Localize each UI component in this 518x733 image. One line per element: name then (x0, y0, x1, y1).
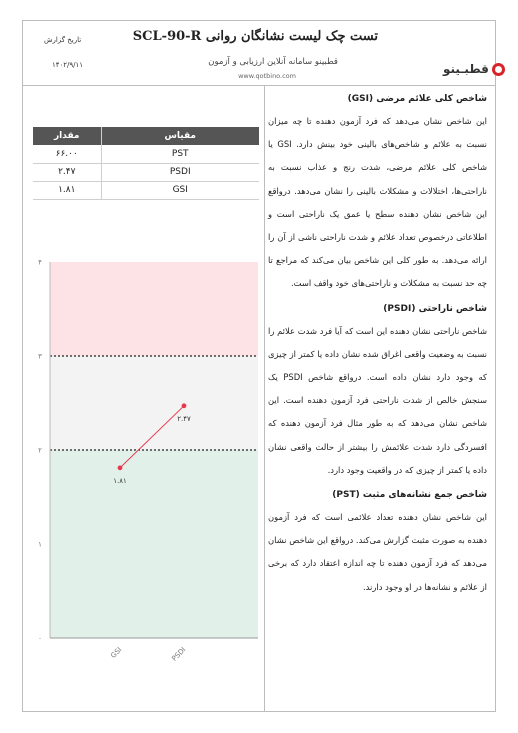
header-value: مقدار (33, 127, 101, 145)
chart-band-2 (50, 262, 258, 356)
section-heading-psdi: شاخص ناراحتی (PSDI) (383, 303, 487, 314)
report-date-value: ۱۴۰۲/۹/۱۱ (52, 61, 84, 69)
table-row (33, 145, 259, 163)
report-subtitle: قطبینو سامانه آنلاین ارزیابی و آزمون (208, 57, 338, 67)
section-gsi (268, 92, 487, 296)
chart-y-tick-label: ۰ (38, 634, 42, 643)
chart-y-tick-label: ۱ (38, 540, 42, 549)
row-scale: GSI (101, 181, 259, 199)
chart-svg (26, 248, 260, 668)
logo-text: قطبـینو (443, 62, 489, 76)
table-row (33, 181, 259, 199)
chart-x-tick-label: PSDI (170, 645, 188, 663)
descriptions-column (268, 92, 487, 605)
row-value: ۱.۸۱ (33, 181, 101, 199)
report-date-label: تاریخ گزارش (44, 36, 82, 44)
section-pst (268, 488, 487, 599)
row-value: ۲.۴۷ (33, 163, 101, 181)
qotbino-logo-icon (492, 63, 505, 76)
chart-y-tick-label: ۴ (38, 258, 42, 267)
report-header (22, 20, 496, 86)
chart-x-tick-label: GSI (109, 645, 124, 660)
chart-point-GSI (118, 465, 123, 470)
chart-y-tick-label: ۲ (38, 446, 42, 455)
section-body-psdi: شاخص ناراحتی نشان دهنده این است که آیا فرد شدت علائم را نسبت به وضعیت واقعی اغراق شده نشان داده یا کمتر از چیزی که وجود دارد نشان داده است. درواقع شاخص PSDI یک سنجش خالص از شدت ناراحتی فرد آزمون دهنده است. این شاخص نشان می‌دهد که به طور مثال فرد آزمون دهنده که افسردگی دارد شدت علائمش را بیشتر از حالت واقعی نشان داده یا کمتر از چیزی که در واقعیت وجود دارد. (268, 325, 487, 475)
chart-band-1 (50, 356, 258, 450)
chart-y-tick-label: ۳ (38, 352, 42, 361)
scores-table (33, 127, 259, 200)
scores-chart (26, 248, 260, 668)
row-scale: PSDI (101, 163, 259, 181)
report-title: تست چک لیست نشانگان روانی SCL-90-R (132, 29, 378, 44)
row-scale: PST (101, 145, 259, 163)
section-body-pst: این شاخص نشان دهنده تعداد علائمی است که فرد آزمون دهنده به صورت مثبت گزارش می‌کند. درواقع این شاخص نشان می‌دهد که فرد آزمون دهنده تا چه اندازه اعتقاد دارد که برخی از علائم و نشانه‌ها در او وجود دارند. (268, 512, 487, 592)
qotbino-logo (443, 62, 505, 76)
chart-data-label: ۲.۴۷ (177, 414, 191, 423)
section-psdi (268, 302, 487, 482)
chart-data-label: ۱.۸۱ (113, 476, 127, 485)
column-divider (264, 86, 265, 712)
section-body-gsi: این شاخص نشان می‌دهد که فرد آزمون دهنده تا چه میزان نسبت به علائم و شاخص‌های بالینی خود بینش دارد. GSI یا شاخص کلی علائم مرضی، شدت رنج و عذاب نسبت به ناراحتی‌ها، اختلالات و مشکلات بالینی را نشان می‌دهد. درواقع این شاخص نشان دهنده سطح یا عمق یک ناراحتی است و اطلاعاتی درخصوص تعداد علائم و شدت ناراحتی ناشی از آن را ارائه می‌دهد. به طور کلی این شاخص بیان می‌کند که مراجع تا چه حد نسبت به مشکلات و ناراحتی‌های خود واقف است. (268, 116, 487, 289)
table-row (33, 163, 259, 181)
header-scale: مقیاس (101, 127, 259, 145)
section-heading-gsi: شاخص کلی علائم مرضی (GSI) (347, 94, 487, 104)
chart-point-PSDI (182, 403, 187, 408)
website-url[interactable]: www.qotbino.com (238, 72, 296, 80)
row-value: ۶۶.۰۰ (33, 145, 101, 163)
section-heading-pst: شاخص جمع نشانه‌های مثبت (PST) (332, 490, 487, 501)
table-header-row (33, 127, 259, 145)
chart-band-0 (50, 450, 258, 638)
